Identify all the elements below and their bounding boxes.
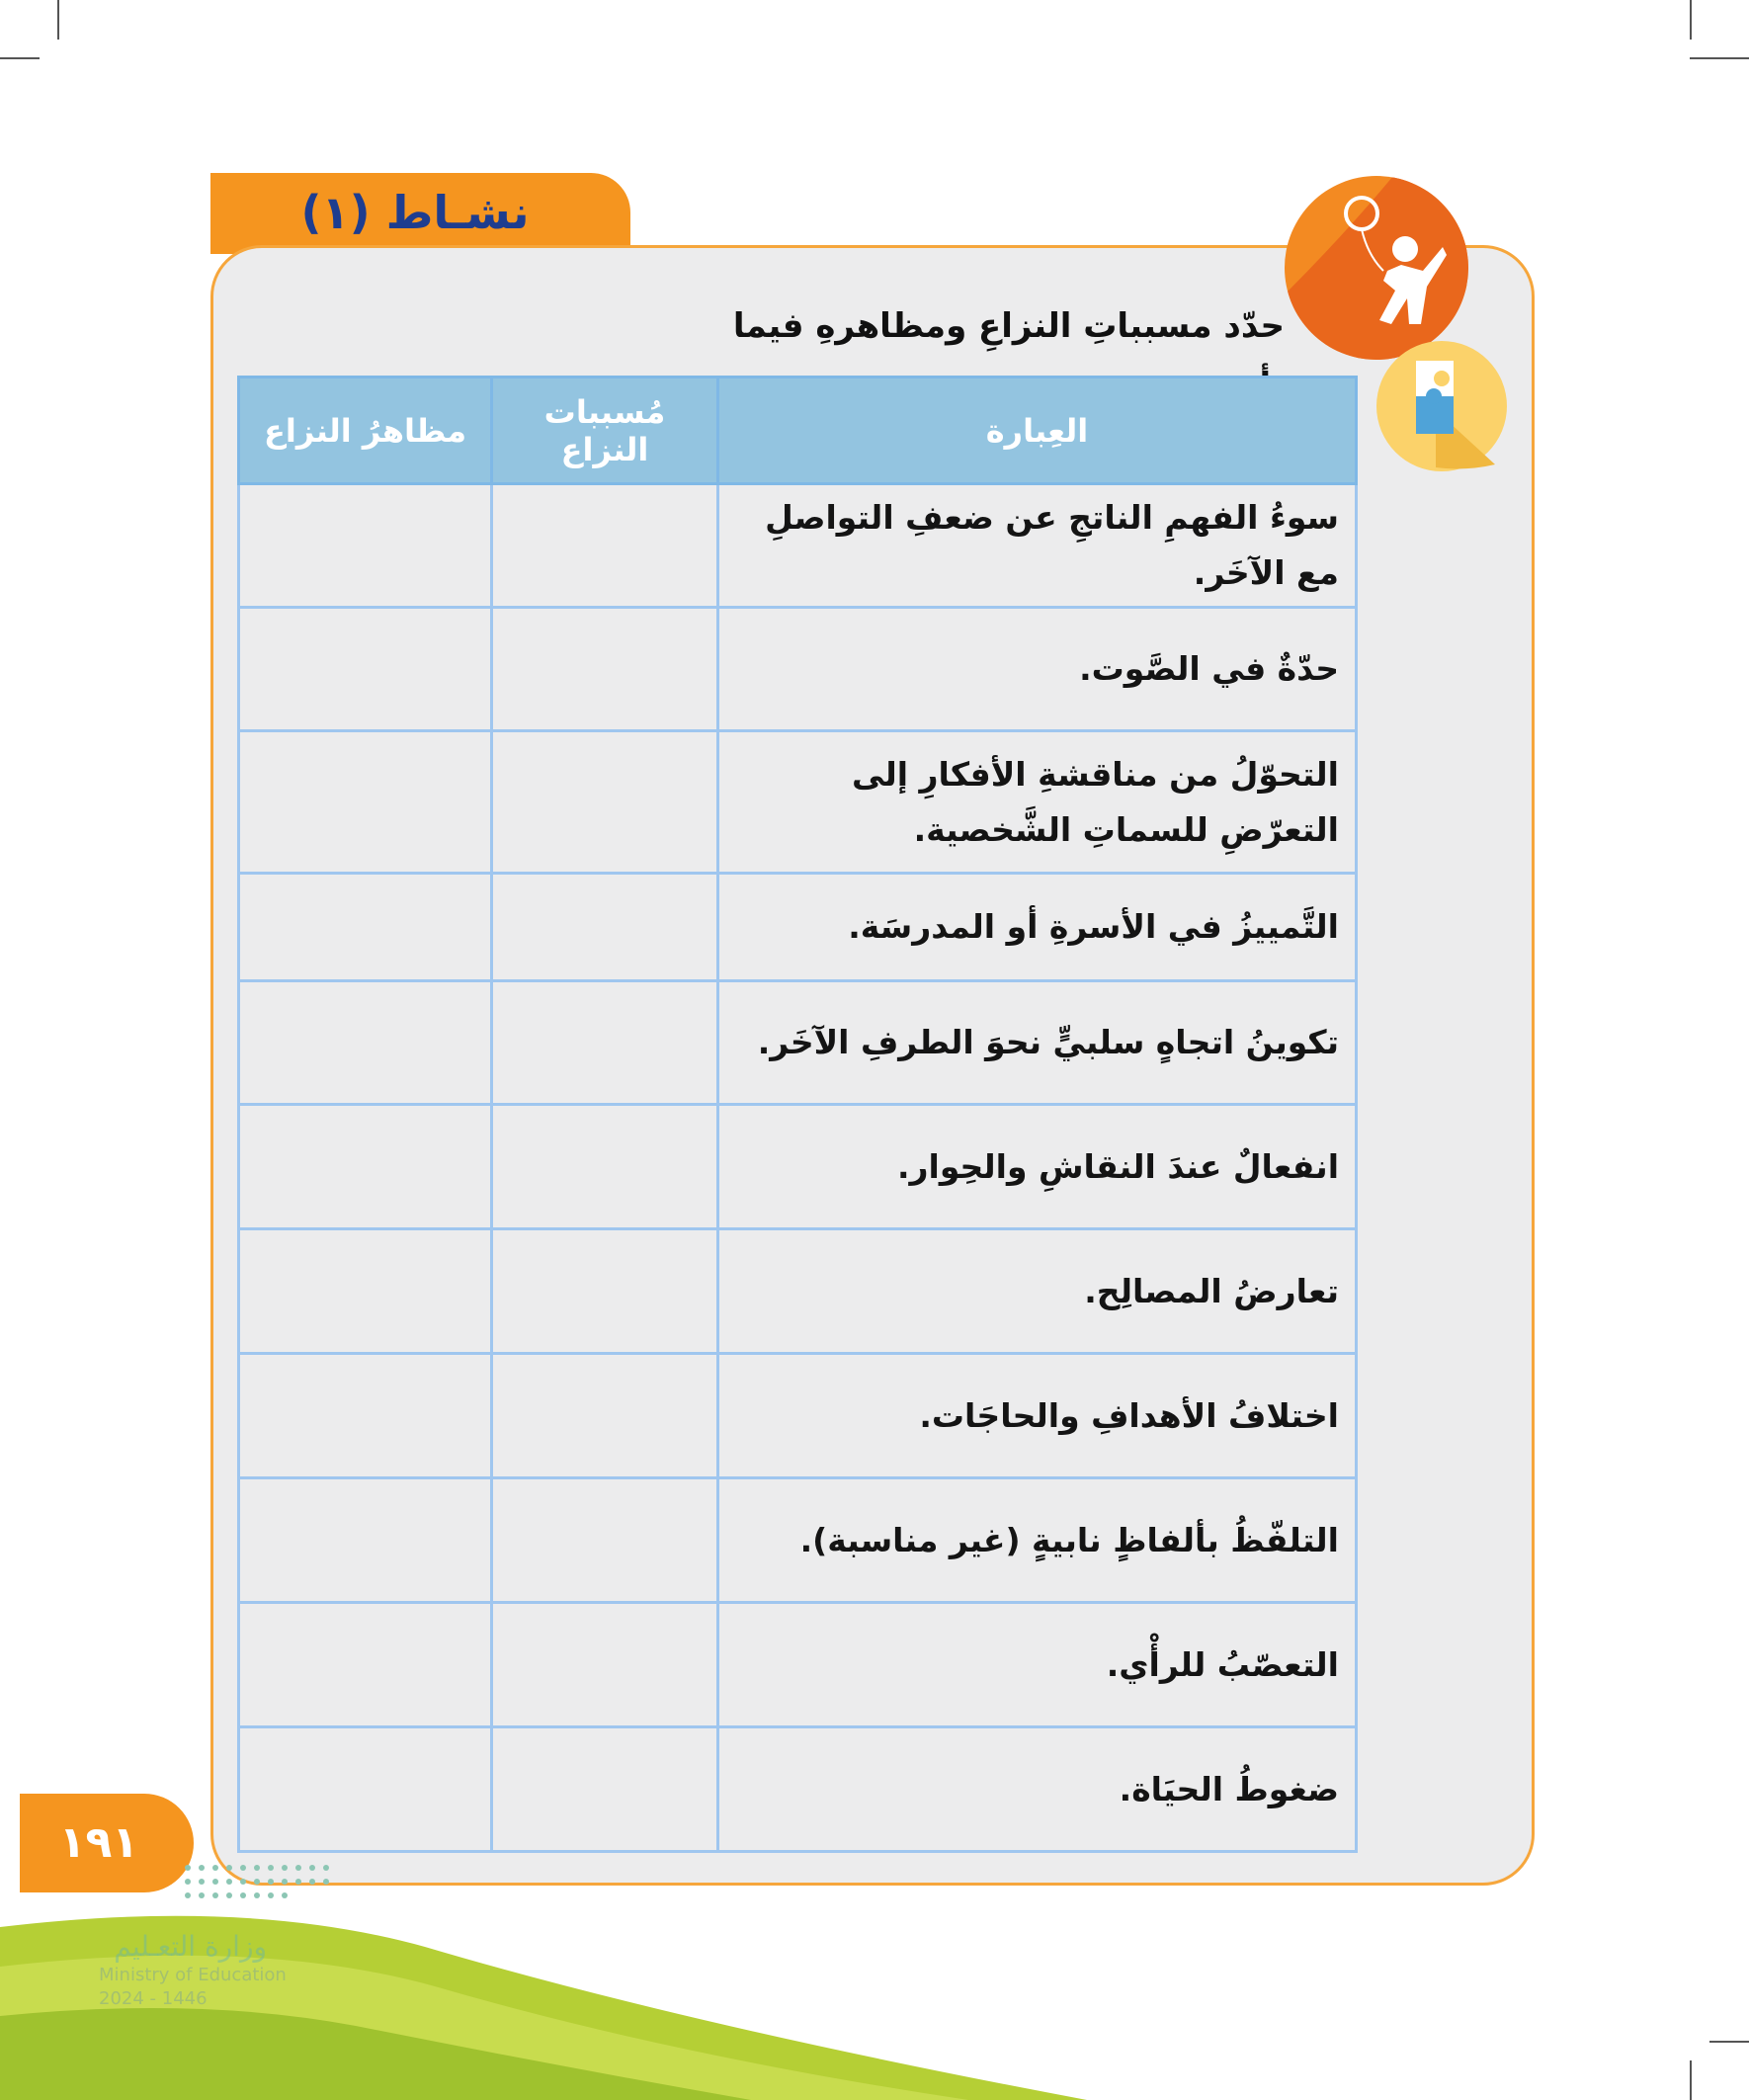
statement-cell: التَّمييزُ في الأسرةِ أو المدرسَة. — [718, 874, 1357, 981]
table-header-row — [239, 378, 1357, 484]
manifestations-answer-cell[interactable] — [239, 1727, 492, 1852]
page-number: ١٩١ — [58, 1817, 139, 1868]
table-row — [239, 608, 1357, 731]
manifestations-answer-cell[interactable] — [239, 731, 492, 874]
table-row — [239, 731, 1357, 874]
table-row — [239, 981, 1357, 1105]
header-statement: العِبارة — [718, 378, 1357, 484]
statement-cell: التعصّبُ للرأْي. — [718, 1603, 1357, 1727]
ministry-logo-english: Ministry of Education — [99, 1965, 287, 1985]
dots-decoration — [178, 1860, 356, 1909]
manifestations-answer-cell[interactable] — [239, 1354, 492, 1478]
puzzle-icon — [1376, 341, 1507, 471]
table-row — [239, 1354, 1357, 1478]
causes-answer-cell[interactable] — [492, 608, 718, 731]
manifestations-answer-cell[interactable] — [239, 1229, 492, 1354]
table-row — [239, 1478, 1357, 1603]
crop-mark — [0, 57, 40, 59]
header-manifestations: مظاهرُ النزاع — [239, 378, 492, 484]
statement-cell: اختلافُ الأهدافِ والحاجَات. — [718, 1354, 1357, 1478]
causes-answer-cell[interactable] — [492, 1354, 718, 1478]
table-row — [239, 1603, 1357, 1727]
statement-cell: تعارضُ المصالِح. — [718, 1229, 1357, 1354]
statement-cell: انفعالٌ عندَ النقاشِ والحِوار. — [718, 1105, 1357, 1229]
causes-answer-cell[interactable] — [492, 1229, 718, 1354]
manifestations-answer-cell[interactable] — [239, 608, 492, 731]
table-row — [239, 1105, 1357, 1229]
table-row — [239, 874, 1357, 981]
manifestations-answer-cell[interactable] — [239, 1603, 492, 1727]
conflict-table — [237, 376, 1358, 1853]
activity-balloon-icon — [1285, 176, 1468, 360]
table-row — [239, 1229, 1357, 1354]
causes-answer-cell[interactable] — [492, 484, 718, 608]
statement-cell: التلفّظُ بألفاظٍ نابيةٍ (غير مناسبة). — [718, 1478, 1357, 1603]
instruction-text: حدّد مسبباتِ النزاعِ ومظاهرهِ فيما — [732, 306, 1285, 346]
causes-answer-cell[interactable] — [492, 1603, 718, 1727]
crop-mark — [1690, 57, 1749, 59]
manifestations-answer-cell[interactable] — [239, 1478, 492, 1603]
crop-mark — [57, 0, 59, 40]
causes-answer-cell[interactable] — [492, 1478, 718, 1603]
statement-cell: التحوّلُ من مناقشةِ الأفكارِ إلى التعرّضِ للسماتِ الشَّخصية. — [718, 731, 1357, 874]
table-row — [239, 1727, 1357, 1852]
table-row — [239, 484, 1357, 608]
manifestations-answer-cell[interactable] — [239, 981, 492, 1105]
causes-answer-cell[interactable] — [492, 981, 718, 1105]
causes-answer-cell[interactable] — [492, 1105, 718, 1229]
statement-cell: حدّةٌ في الصَّوت. — [718, 608, 1357, 731]
statement-cell: ضغوطُ الحيَاة. — [718, 1727, 1357, 1852]
statement-cell: تكوينُ اتجاهٍ سلبيٍّ نحوَ الطرفِ الآخَر. — [718, 981, 1357, 1105]
header-causes: مُسببات النزاع — [492, 378, 718, 484]
ministry-logo-arabic: وزارة التعـليم — [114, 1930, 267, 1963]
manifestations-answer-cell[interactable] — [239, 484, 492, 608]
manifestations-answer-cell[interactable] — [239, 1105, 492, 1229]
manifestations-answer-cell[interactable] — [239, 874, 492, 981]
crop-mark — [1690, 0, 1692, 40]
ministry-logo-year: 2024 - 1446 — [99, 1988, 208, 2009]
activity-title: نشـاط (١) — [300, 186, 530, 239]
causes-answer-cell[interactable] — [492, 731, 718, 874]
causes-answer-cell[interactable] — [492, 1727, 718, 1852]
causes-answer-cell[interactable] — [492, 874, 718, 981]
statement-cell: سوءُ الفهمِ الناتجِ عن ضعفِ التواصلِ مع الآخَر. — [718, 484, 1357, 608]
